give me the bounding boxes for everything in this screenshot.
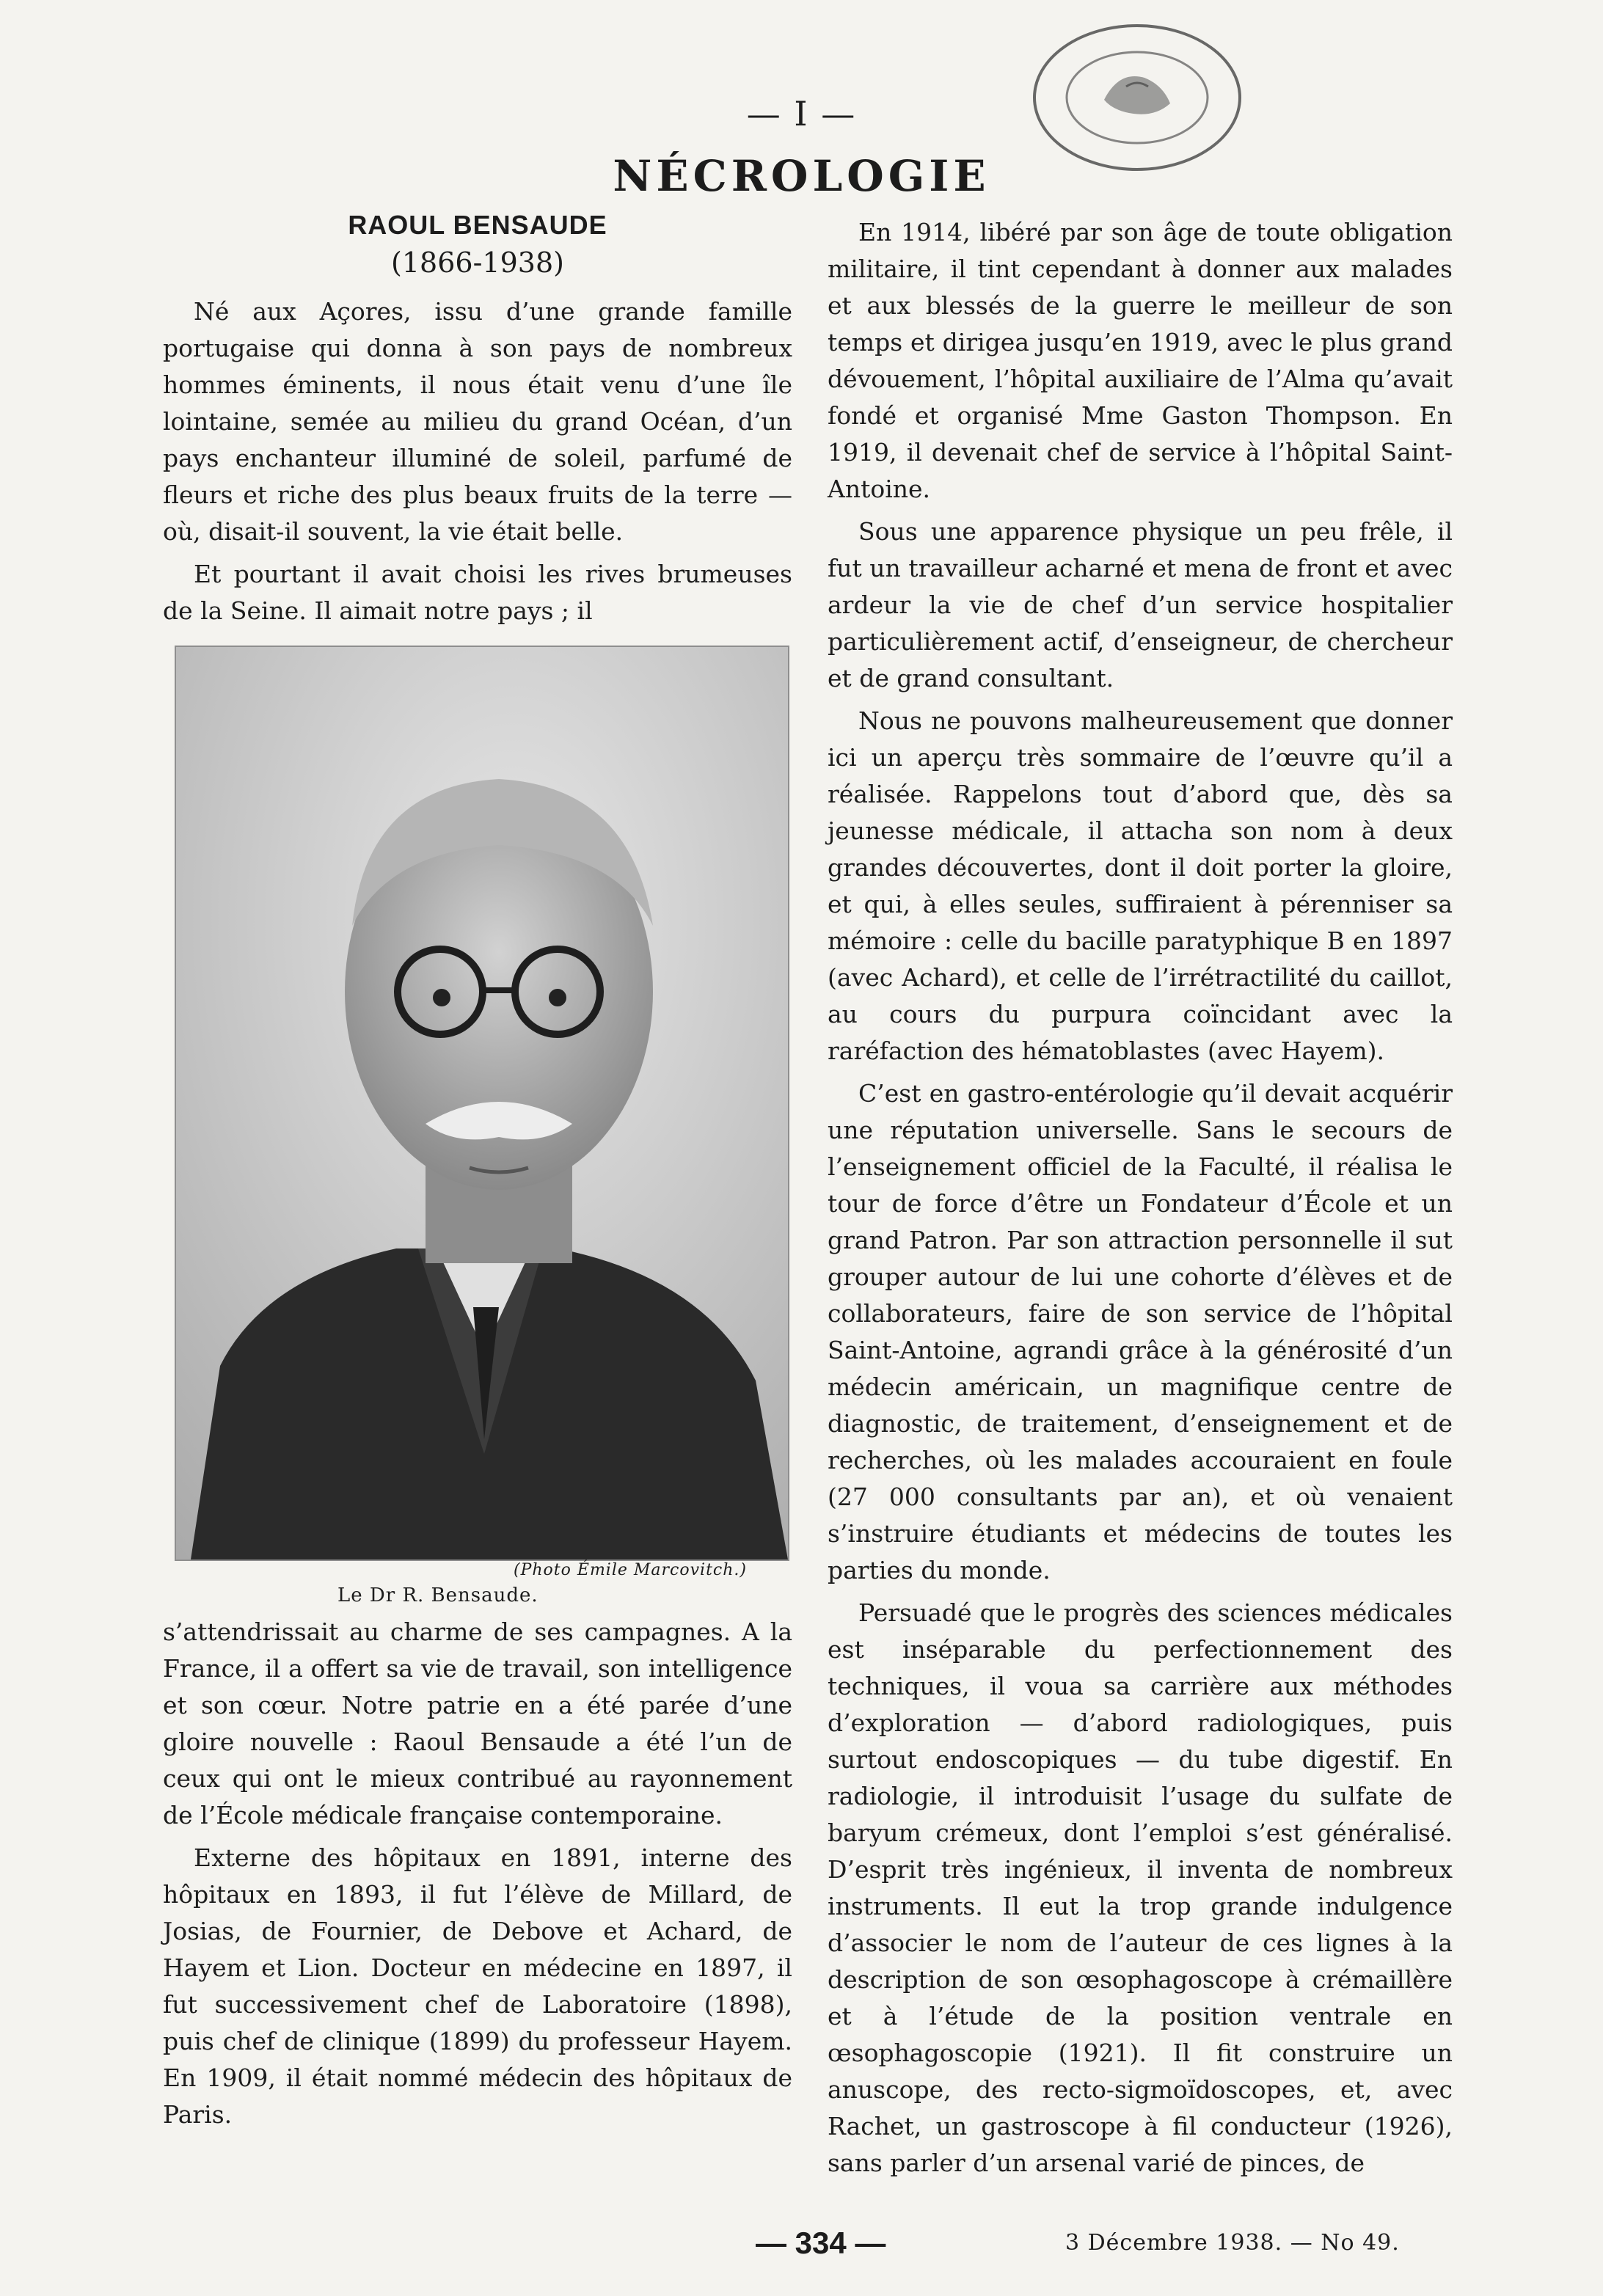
portrait-photo: [175, 646, 789, 1561]
paragraph: En 1914, libéré par son âge de toute obligation militaire, il tint cependant à donner aux malades et aux blessés de la guerre le meilleur de son temps et dirigea jusqu’en 1919, avec le plus grand dévouement, l’hôpital auxiliaire de l’Alma qu’avait fondé et organisé Mme Gaston Thompson. En 1919, il devenait chef de service à l’hôpital Saint-Antoine.: [828, 218, 1453, 503]
paragraph: Nous ne pouvons malheureusement que donner ici un aperçu très sommaire de l’œuvre qu’il a réalisée. Rappelons tout d’abord que, dès sa jeunesse médicale, il attacha son nom à deux grandes découvertes, dont il doit porter la gloire, et qui, à elles seules, suffiraient à pérenniser sa mémoire : celle du bacille paratyphique B en 1897 (avec Achard), et celle de l’irrétractilité du caillot, au cours du purpura coïncidant avec la raréfaction des hématoblastes (avec Hayem).: [828, 706, 1453, 1065]
page-footer: [0, 2226, 1603, 2270]
paragraph: Né aux Açores, issu d’une grande famille portugaise qui donna à son pays de nombreux hommes éminents, il nous était venu d’une île lointaine, semée au milieu du grand Océan, d’un pays enchanteur illuminé de soleil, parfumé de fleurs et riche des plus beaux fruits de la terre — où, disait-il souvent, la vie était belle.: [163, 297, 792, 546]
photo-credit: (Photo Émile Marcovitch.): [514, 1561, 747, 1579]
paragraph: Et pourtant il avait choisi les rives brumeuses de la Seine. Il aimait notre pays ; il: [163, 560, 792, 625]
obituary-name: RAOUL BENSAUDE: [348, 210, 607, 240]
issue-date: 3 Décembre 1938. — No 49.: [1065, 2230, 1400, 2256]
paragraph: C’est en gastro-entérologie qu’il devait acquérir une réputation universelle. Sans le secours de l’enseignement officiel de la Faculté, il réalisa le tour de force d’être un Fondateur d’École et un grand Patron. Par son attraction personnelle il sut grouper autour de lui une cohorte d’élèves et de collaborateurs, faire de son service de l’hôpital Saint-Antoine, agrandi grâce à la générosité d’un médecin américain, un magnifique centre de diagnostic, de traitement, d’enseignement et de recherches, où les malades accouraient en foule (27 000 consultants par an), et où venaient s’instruire étudiants et médecins de toutes les parties du monde.: [828, 1079, 1453, 1584]
portrait-image: [176, 647, 788, 1560]
right-column: [828, 214, 1453, 2187]
left-column-bottom: [163, 1614, 792, 2139]
left-column-top: [163, 205, 792, 635]
paragraph: s’attendrissait au charme de ses campagnes. A la France, il a offert sa vie de travail, son intelligence et son cœur. Notre patrie en a été parée d’une gloire nouvelle : Raoul Bensaude a été l’un de ceux qui ont le mieux contribué au rayonnement de l’École médicale française contemporaine.: [163, 1617, 792, 1829]
section-title: NÉCROLOGIE: [613, 151, 990, 201]
paragraph: Externe des hôpitaux en 1891, interne des hôpitaux en 1893, il fut l’élève de Millard, de Josias, de Fournier, de Debove et Achard, de Hayem et Lion. Docteur en médecine en 1897, il fut successivement chef de Laboratoire (1898), puis chef de clinique (1899) du professeur Hayem. En 1909, il était nommé médecin des hôpitaux de Paris.: [163, 1843, 792, 2129]
paragraph: Sous une apparence physique un peu frêle, il fut un travailleur acharné et mena de front et avec ardeur la vie de chef d’un service hospitalier particulièrement actif, d’enseigneur, de chercheur et de grand consultant.: [828, 517, 1453, 692]
obituary-dates: (1866-1938): [391, 246, 564, 279]
page-number: — 334 —: [756, 2226, 886, 2260]
page-marker: — I —: [746, 94, 857, 134]
photo-caption: Le Dr R. Bensaude.: [337, 1584, 538, 1606]
paragraph: Persuadé que le progrès des sciences médicales est inséparable du perfectionnement des techniques, il voua sa carrière aux méthodes d’exploration — d’abord radiologiques, puis surtout endoscopiques — du tube digestif. En radiologie, il introduisit l’usage du sulfate de baryum crémeux, dont l’emploi s’est généralisé. D’esprit très ingénieux, il inventa de nombreux instruments. Il eut la trop grande indulgence d’associer le nom de l’auteur de ces lignes à la description de son œsophagoscope à crémaillère et à l’étude de la position ventrale en œsophagoscopie (1921). Il fit construire un anuscope, des recto-sigmoïdoscopes, et, avec Rachet, un gastroscope à fil conducteur (1926), sans parler d’un arsenal varié de pinces, de: [828, 1598, 1453, 2177]
